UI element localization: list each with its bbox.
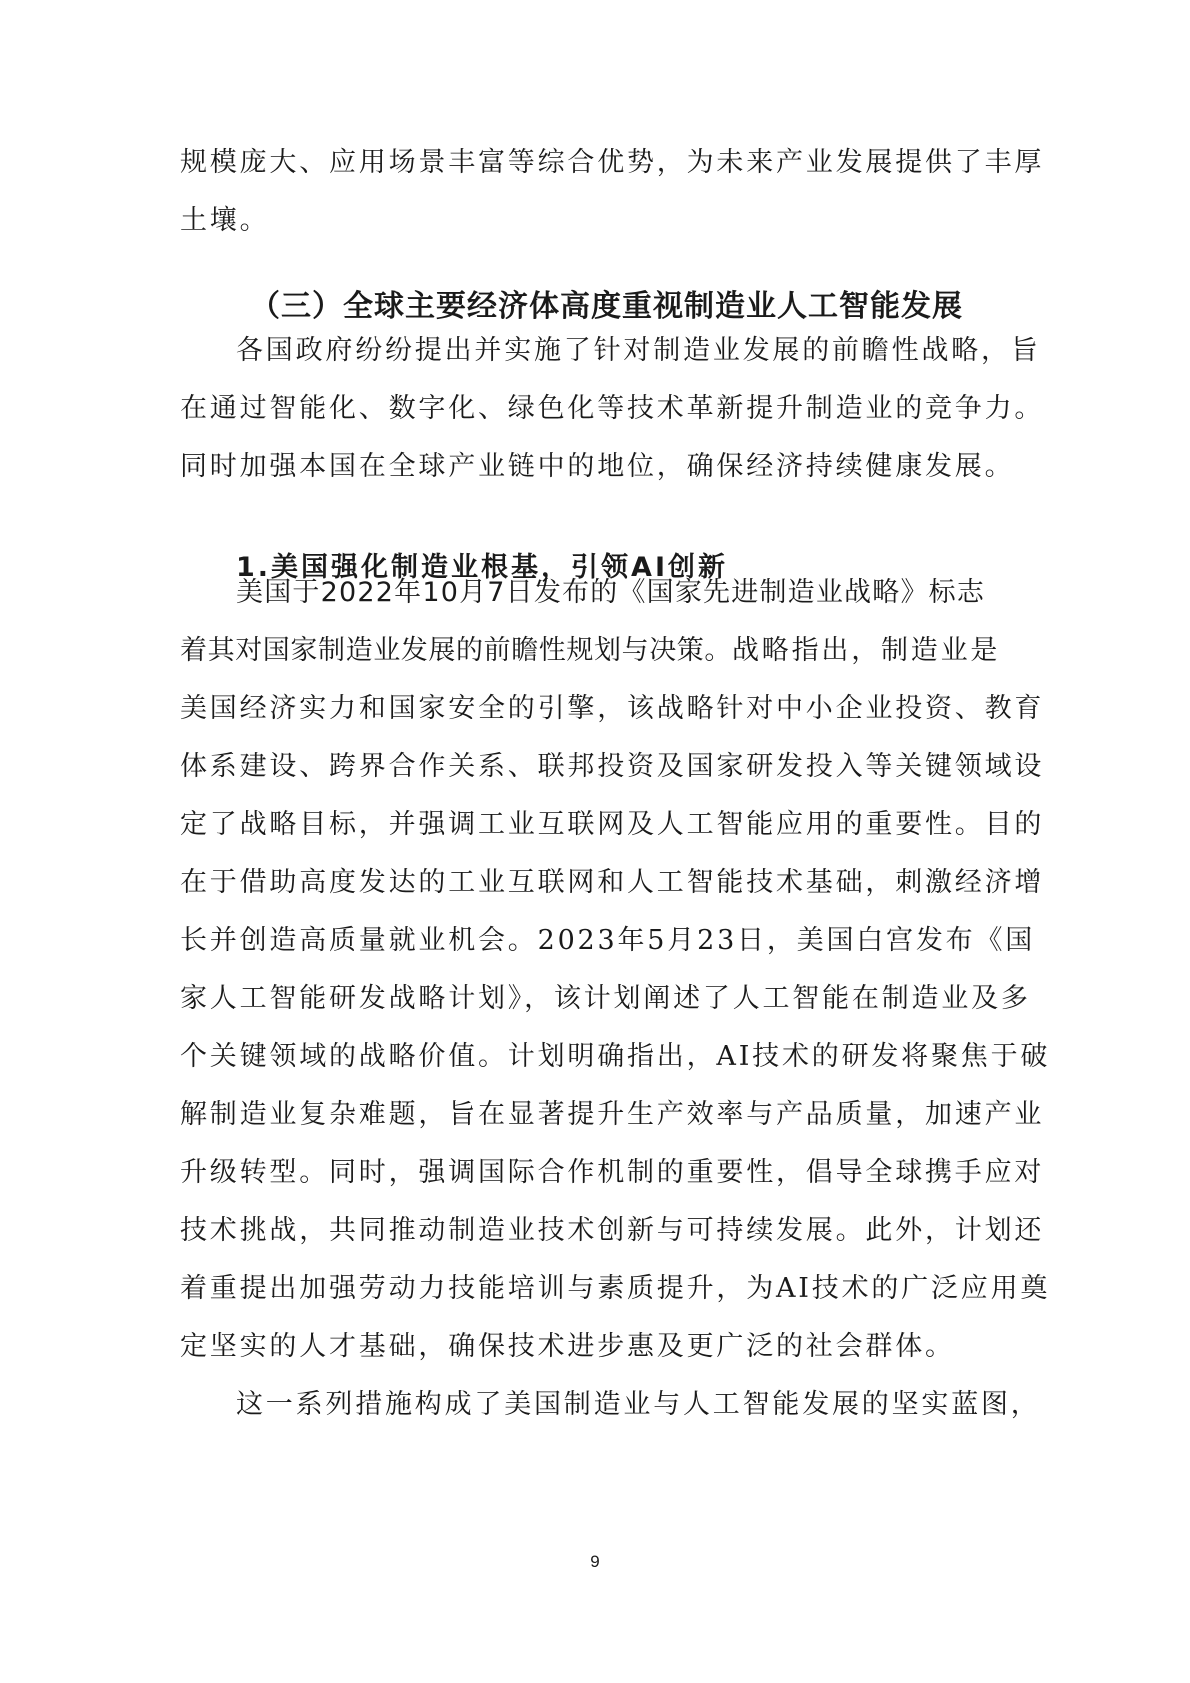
text-line xyxy=(180,631,1010,671)
section-heading: （三）全球主要经济体高度重视制造业人工智能发展 xyxy=(250,289,963,324)
text-line: 技术挑战，共同推动制造业技术创新与可持续发展。此外，计划还 xyxy=(180,1215,1045,1246)
text-line: 个关键领域的战略价值。计划明确指出，AI技术的研发将聚焦于破 xyxy=(180,1041,1051,1072)
text-line: 升级转型。同时，强调国际合作机制的重要性，倡导全球携手应对 xyxy=(180,1157,1045,1188)
text-line: 同时加强本国在全球产业链中的地位，确保经济持续健康发展。 xyxy=(180,451,1015,482)
text-line: 美国于2022年10月7日发布的《国家先进制造业战略》标志 xyxy=(236,577,986,608)
text-line: 长并创造高质量就业机会。2023年5月23日，美国白宫发布《国 xyxy=(180,925,1036,956)
text-line: 定坚实的人才基础，确保技术进步惠及更广泛的社会群体。 xyxy=(180,1331,955,1362)
text-line: 这一系列措施构成了美国制造业与人工智能发展的坚实蓝图， xyxy=(236,1389,1041,1420)
emphasized-text: 着其对国家制造业发展的前瞻性规划与决策。 xyxy=(180,635,732,666)
text-span: 战略指出，制造业是 xyxy=(732,635,1001,666)
text-line: 土壤。 xyxy=(180,205,270,236)
text-line: 在通过智能化、数字化、绿色化等技术革新提升制造业的竞争力。 xyxy=(180,393,1045,424)
text-line: 家人工智能研发战略计划》，该计划阐述了人工智能在制造业及多 xyxy=(180,983,1031,1014)
text-line: 规模庞大、应用场景丰富等综合优势，为未来产业发展提供了丰厚 xyxy=(180,147,1045,178)
text-line: 美国经济实力和国家安全的引擎，该战略针对中小企业投资、教育 xyxy=(180,693,1045,724)
text-line: 解制造业复杂难题，旨在显著提升生产效率与产品质量，加速产业 xyxy=(180,1099,1045,1130)
text-line: 定了战略目标，并强调工业互联网及人工智能应用的重要性。目的 xyxy=(180,809,1045,840)
text-line: 各国政府纷纷提出并实施了针对制造业发展的前瞻性战略，旨 xyxy=(236,335,1041,366)
text-line: 在于借助高度发达的工业互联网和人工智能技术基础，刺激经济增 xyxy=(180,867,1045,898)
subsection-heading: 1.美国强化制造业根基，引领AI创新 xyxy=(236,552,728,583)
text-line: 体系建设、跨界合作关系、联邦投资及国家研发投入等关键领域设 xyxy=(180,751,1045,782)
page-number: 9 xyxy=(590,1552,600,1571)
text-line: 着重提出加强劳动力技能培训与素质提升，为AI技术的广泛应用奠 xyxy=(180,1273,1051,1304)
